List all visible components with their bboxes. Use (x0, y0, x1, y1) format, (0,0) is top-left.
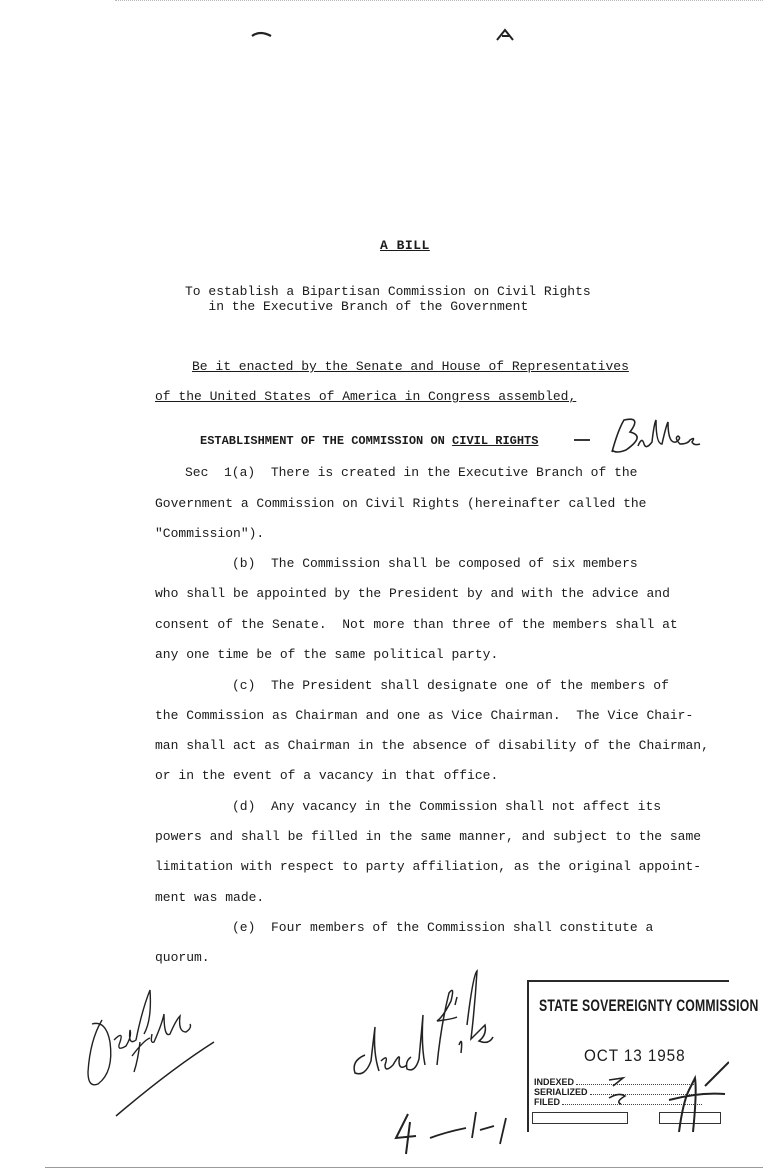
body-line-12: (d) Any vacancy in the Commission shall not affect its (232, 799, 662, 814)
body-line-8: (c) The President shall designate one of the members of (232, 678, 669, 693)
body-line-14: limitation with respect to party affiliation, as the original appoint- (155, 859, 702, 874)
stamp-pen-marks (529, 982, 729, 1132)
handwritten-center-note (345, 965, 495, 1085)
scan-mark-right (494, 26, 518, 44)
enacting-clause-line-1: Be it enacted by the Senate and House of Representatives (192, 359, 629, 374)
handwritten-number-note (390, 1108, 515, 1158)
handwritten-bills-drawing (572, 416, 707, 456)
section-heading (200, 434, 538, 448)
subtitle-line-2: in the Executive Branch of the Government (208, 299, 529, 314)
section-heading-part-2: CIVIL RIGHTS (452, 434, 539, 448)
body-line-7: any one time be of the same political party. (155, 647, 499, 662)
scan-mark-left (250, 28, 274, 40)
handwritten-number-drawing (390, 1108, 515, 1158)
stamp-field-indexed-label: INDEXED (534, 1077, 575, 1087)
bill-title: A BILL (380, 238, 430, 253)
handwritten-left-note (80, 980, 220, 1125)
body-line-2: Government a Commission on Civil Rights (hereinafter called the (155, 496, 647, 511)
body-line-5: who shall be appointed by the President by and with the advice and (155, 586, 670, 601)
body-line-13: powers and shall be filled in the same manner, and subject to the same (155, 829, 702, 844)
stamp-field-serialized-label: SERIALIZED (534, 1087, 588, 1097)
commission-stamp (527, 980, 759, 1132)
body-line-10: man shall act as Chairman in the absence of disability of the Chairman, (155, 738, 709, 753)
bottom-edge-rule (45, 1167, 763, 1169)
handwritten-dead-file-drawing (80, 980, 220, 1125)
body-line-15: ment was made. (155, 890, 265, 905)
body-line-6: consent of the Senate. Not more than three of the members shall at (155, 617, 678, 632)
body-line-1: Sec 1(a) There is created in the Executive Branch of the (185, 465, 638, 480)
body-line-17: quorum. (155, 950, 210, 965)
handwritten-center-dead-file-drawing (345, 965, 495, 1085)
handwritten-heading-note (572, 416, 707, 456)
body-line-9: the Commission as Chairman and one as Vice Chairman. The Vice Chair- (155, 708, 694, 723)
stamp-field-filed-label: FILED (534, 1097, 560, 1107)
top-edge-rule (115, 0, 763, 2)
stamp-date: OCT 13 1958 (584, 1046, 686, 1065)
body-line-4: (b) The Commission shall be composed of six members (232, 556, 638, 571)
enacting-clause-line-2: of the United States of America in Congress assembled, (155, 389, 577, 404)
stamp-title: STATE SOVEREIGNTY COMMISSION (539, 996, 759, 1015)
body-line-3: "Commission"). (155, 526, 265, 541)
body-line-16: (e) Four members of the Commission shall constitute a (232, 920, 654, 935)
bill-subtitle (185, 284, 591, 314)
section-heading-part-1: ESTABLISHMENT OF THE COMMISSION ON (200, 434, 445, 448)
body-line-11: or in the event of a vacancy in that office. (155, 768, 499, 783)
subtitle-line-1: To establish a Bipartisan Commission on Civil Rights (185, 284, 591, 299)
